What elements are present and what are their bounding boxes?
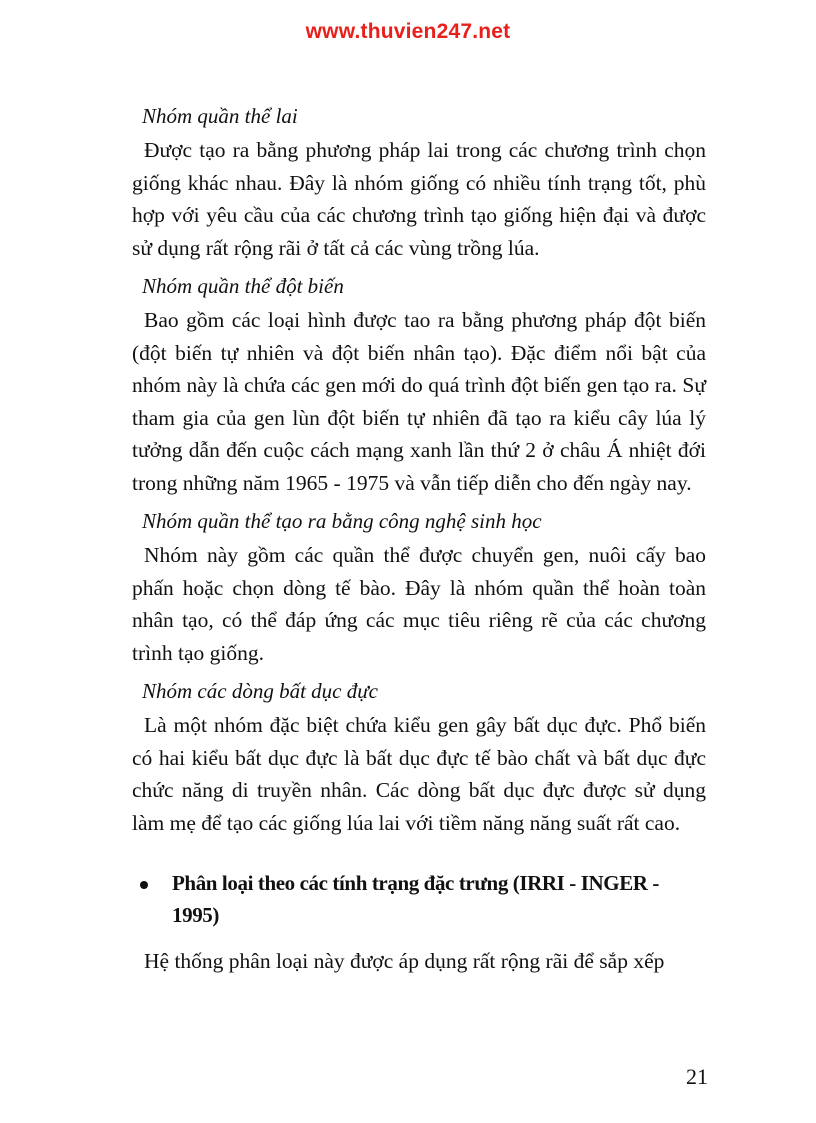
watermark-link[interactable]: www.thuvien247.net — [305, 20, 511, 43]
section-male-sterile — [132, 675, 706, 839]
section-biotech — [132, 505, 706, 669]
section-paragraph: Được tạo ra bằng phương pháp lai trong các chương trình chọn giống khác nhau. Đây là nhóm giống có nhiều tính trạng tốt, phù hợp với yêu cầu của các chương trình tạo giống hiện đại và được sử dụng rất rộng rãi ở tất cả các vùng trồng lúa. — [132, 138, 706, 260]
bullet-heading — [132, 867, 706, 931]
page-content — [132, 100, 706, 984]
section-paragraph: Bao gồm các loại hình được tao ra bằng phương pháp đột biến (đột biến tự nhiên và đột biến nhân tạo). Đặc điểm nổi bật của nhóm này là chứa các gen mới do quá trình đột biến gen tạo ra. Sự tham gia của gen lùn đột biến tự nhiên đã tạo ra kiểu cây lúa lý tưởng dẫn đến cuộc cách mạng xanh lần thứ 2 ở châu Á nhiệt đới trong những năm 1965 - 1975 và vẫn tiếp diễn cho đến ngày nay. — [132, 308, 706, 495]
section-heading: Nhóm quần thể tạo ra bằng công nghệ sinh học — [142, 509, 542, 533]
final-paragraph: Hệ thống phân loại này được áp dụng rất rộng rãi để sắp xếp — [144, 949, 665, 973]
section-heading: Nhóm quần thể đột biến — [142, 274, 344, 298]
bullet-heading-text: Phân loại theo các tính trạng đặc trưng (IRRI - INGER - 1995) — [172, 871, 660, 927]
section-paragraph: Là một nhóm đặc biệt chứa kiểu gen gây bất dục đực. Phổ biến có hai kiểu bất dục đực là bất dục đực tế bào chất và bất dục đực chức năng di truyền nhân. Các dòng bất dục đực được sử dụng làm mẹ để tạo các giống lúa lai với tiềm năng năng suất rất cao. — [132, 713, 706, 835]
section-hybrid — [132, 100, 706, 264]
section-paragraph: Nhóm này gồm các quần thể được chuyển gen, nuôi cấy bao phấn hoặc chọn dòng tế bào. Đây là nhóm quần thể hoàn toàn nhân tạo, có thể đáp ứng các mục tiêu riêng rẽ của các chương trình tạo giống. — [132, 543, 706, 665]
section-heading: Nhóm quần thể lai — [142, 104, 298, 128]
section-heading: Nhóm các dòng bất dục đực — [142, 679, 378, 703]
page-number: 21 — [686, 1064, 708, 1089]
bullet-dot-icon — [140, 881, 148, 889]
section-mutant — [132, 270, 706, 499]
